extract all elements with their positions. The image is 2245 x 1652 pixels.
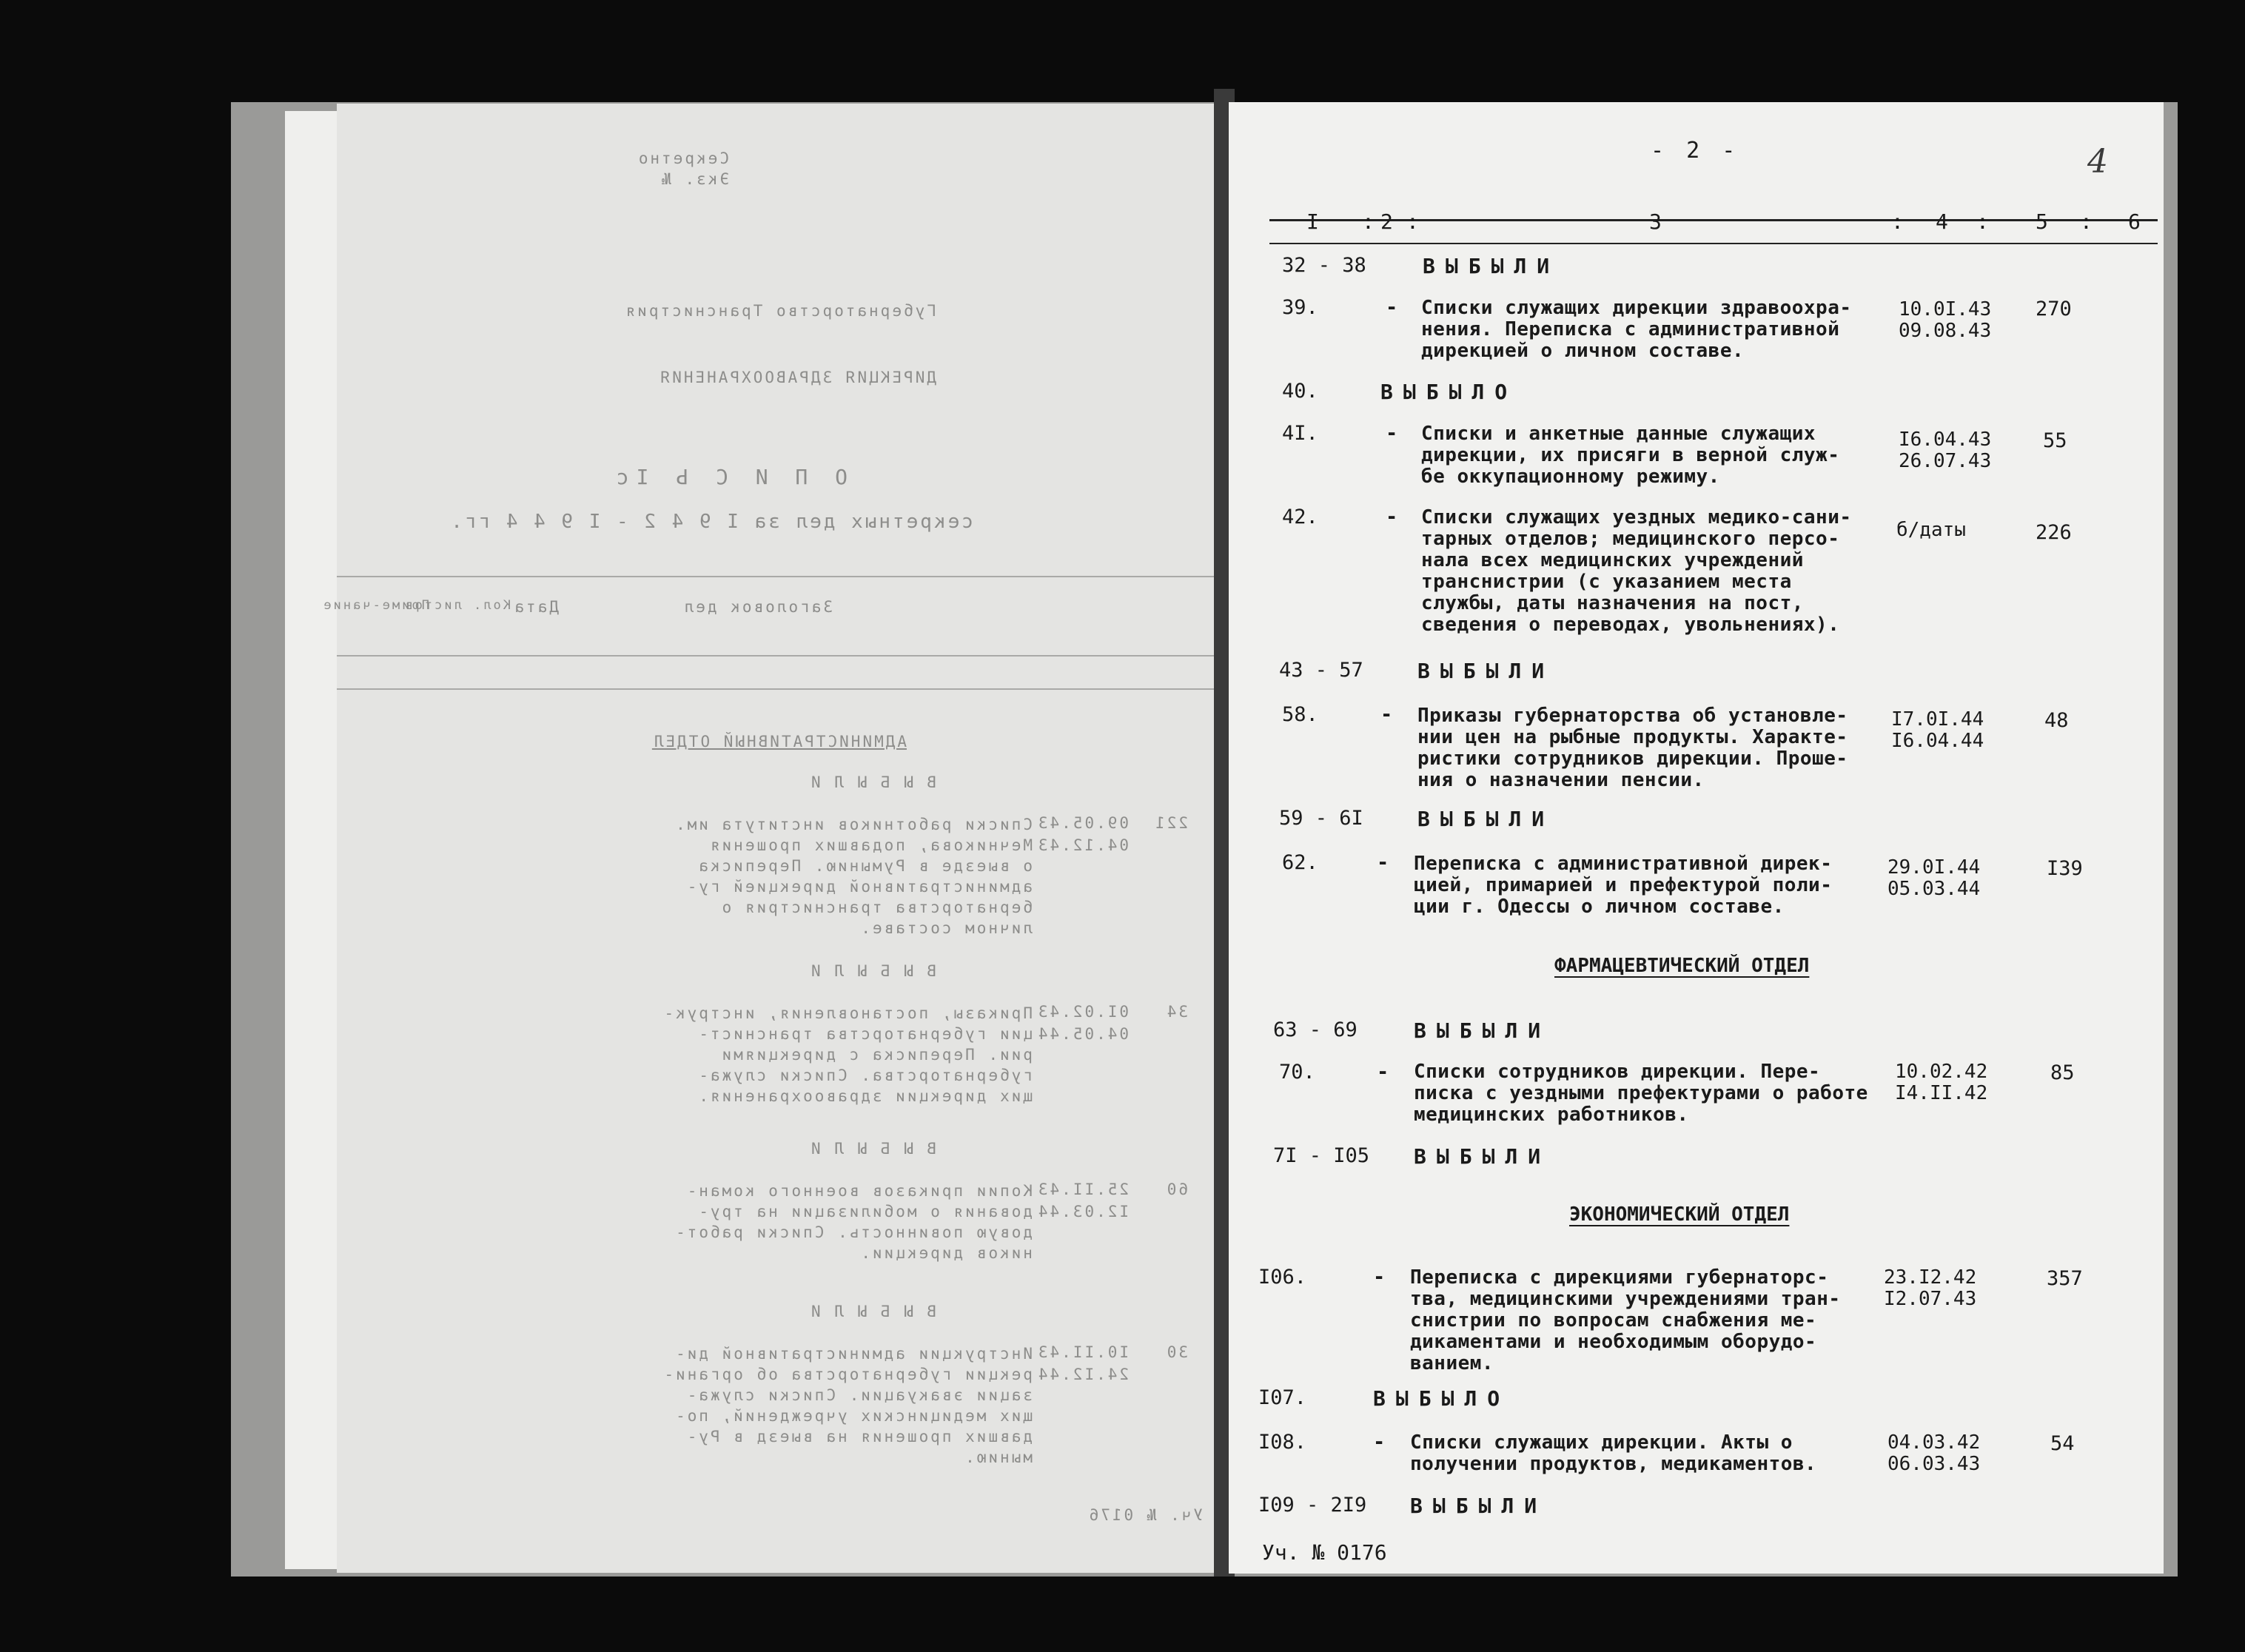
entry-number: 70.	[1279, 1061, 1315, 1084]
ghost-header-cell: Кол. листов	[403, 598, 511, 613]
entry-dash: -	[1380, 703, 1393, 726]
ghost-date: 25.II.43	[1036, 1181, 1129, 1198]
entry-sheets: 226	[2036, 521, 2072, 544]
column-separator: :	[2080, 209, 2094, 234]
ghost-sheets: 221	[1153, 814, 1188, 832]
entry-dash: -	[1373, 1266, 1386, 1289]
entry-number: I09 - 2I9	[1258, 1494, 1367, 1517]
column-separator: :	[1406, 209, 1420, 234]
entry-number: 4I.	[1282, 422, 1318, 445]
ghost-entry: Списки работников института им. Мечникова, подавших прошения о выезде в Румынию. Переписка административной дирекцией гу- бернаторства транснистрия о личном составе.	[674, 816, 1033, 937]
entry-number: 7I - I05	[1273, 1144, 1370, 1167]
section-heading-pharmaceutical: ФАРМАЦЕВТИЧЕСКИЙ ОТДЕЛ	[1554, 955, 1810, 977]
column-separator: :	[1362, 209, 1376, 234]
entry-number: I07.	[1258, 1386, 1307, 1409]
ghost-header-cell: Дата	[512, 598, 559, 616]
left-page-bleed-through	[321, 104, 1218, 1573]
entry-number: 63 - 69	[1273, 1018, 1358, 1041]
handwritten-folio: 4	[2087, 143, 2108, 181]
entry-sheets: 48	[2044, 709, 2069, 732]
ghost-entry: В Ы Б Ы Л И	[808, 962, 936, 980]
entry-number: I08.	[1258, 1431, 1307, 1454]
entry-sheets: I39	[2047, 857, 2083, 880]
entry-withdrawn: ВЫБЫЛО	[1380, 380, 1518, 404]
entry-withdrawn: ВЫБЫЛИ	[1417, 807, 1555, 831]
ghost-date: 04.12.43	[1036, 836, 1129, 854]
column-header: 5	[2036, 209, 2050, 234]
ghost-date: 09.05.43	[1036, 814, 1129, 832]
entry-withdrawn: ВЫБЫЛИ	[1410, 1494, 1548, 1518]
ghost-table-mid	[337, 655, 1218, 657]
entry-number: 43 - 57	[1279, 659, 1363, 682]
entry-number: 39.	[1282, 296, 1318, 319]
section-heading-economic: ЭКОНОМИЧЕСКИЙ ОТДЕЛ	[1569, 1203, 1790, 1226]
ghost-subtitle: секретных дел за I 9 4 2 - I 9 4 4 гг.	[449, 511, 973, 533]
column-header: 4	[1936, 209, 1950, 234]
entry-number: 58.	[1282, 703, 1318, 726]
ghost-directorate: ДИРЕКЦИЯ ЗДРАВООХРАНЕНИЯ	[658, 369, 936, 386]
entry-description: Переписка с дирекциями губернаторс- тва, медицинскими учреждениями тран- снистрии по вопросам снабжения ме- дикаментами и необходимым оборудо- ванием.	[1410, 1266, 1841, 1374]
entry-dash: -	[1377, 1061, 1389, 1084]
ghost-sheets: 30	[1164, 1343, 1188, 1361]
entry-withdrawn: ВЫБЫЛИ	[1414, 1144, 1551, 1169]
entry-withdrawn: ВЫБЫЛИ	[1417, 659, 1555, 683]
ghost-entry: Копии приказов военного коман- дования о мобилизации на тру- довую повинность. Списки работ- ников дирекции.	[674, 1182, 1033, 1262]
entry-sheets: 270	[2036, 298, 2072, 320]
ghost-entry: В Ы Б Ы Л И	[808, 1303, 936, 1320]
entry-description: Списки служащих дирекции здравоохра- нения. Переписка с административной дирекцией о личном составе.	[1421, 297, 1852, 362]
entry-description: Списки служащих уездных медико-сани- тарных отделов; медицинского персо- нала всех медицинских учреждений транснистрии (с указанием места службы, даты назначения на пост, сведения о переводах, увольнениях).	[1421, 506, 1852, 636]
entry-dates: 29.0I.44 05.03.44	[1887, 856, 1981, 900]
entry-sheets: 357	[2047, 1267, 2083, 1290]
ghost-table-bottom	[337, 688, 1218, 690]
column-header: 6	[2128, 209, 2142, 234]
entry-dates: 10.0I.43 09.08.43	[1899, 298, 1992, 342]
ghost-entry: В Ы Б Ы Л И	[808, 1140, 936, 1158]
entry-number: 40.	[1282, 380, 1318, 403]
entry-withdrawn: ВЫБЫЛИ	[1423, 254, 1560, 278]
entry-dates: 04.03.42 06.03.43	[1887, 1431, 1981, 1475]
page-number: - 2 -	[1651, 138, 1740, 164]
entry-description: Переписка с административной дирек- цией, примарией и префектурой поли- ции г. Одессы о личном составе.	[1414, 853, 1833, 918]
ghost-date: 0I.02.43	[1036, 1003, 1129, 1021]
column-separator: :	[1891, 209, 1905, 234]
entry-dash: -	[1386, 422, 1398, 445]
ghost-header-cell: Приме-чание	[321, 598, 429, 613]
entry-number: 32 - 38	[1282, 254, 1366, 277]
ghost-sheets: 60	[1164, 1181, 1188, 1198]
entry-description: Списки и анкетные данные служащих дирекции, их присяги в верной служ- бе оккупационному режиму.	[1421, 423, 1840, 488]
ghost-footer: Уч. № 0176	[1087, 1506, 1203, 1524]
ghost-entry: В Ы Б Ы Л И	[808, 773, 936, 791]
ghost-stamp: Секретно Экз. №	[636, 150, 729, 188]
ghost-org: Губернаторство Транснистрия	[623, 302, 936, 320]
right-page	[1229, 102, 2164, 1574]
entry-description: Приказы губернаторства об установле- нии цен на рыбные продукты. Характе- ристики сотрудников дирекции. Проше- ния о назначении пенсии.	[1417, 705, 1848, 791]
ghost-date: 24.I2.44	[1036, 1366, 1129, 1383]
entry-dates: 10.02.42 I4.II.42	[1895, 1061, 1988, 1104]
entry-sheets: 54	[2050, 1432, 2075, 1455]
entry-number: I06.	[1258, 1266, 1307, 1289]
entry-description: Списки сотрудников дирекции. Пере- писка с уездными префектурами о работе медицинских работников.	[1414, 1061, 1868, 1126]
ghost-date: I0.II.43	[1036, 1343, 1129, 1361]
entry-number: 42.	[1282, 506, 1318, 528]
column-header: I	[1306, 209, 1321, 234]
ghost-entry: Инструкции административной ди- рекции губернаторства об органи- зации эвакуации. Списки служа- щих медицинских учреждений, по- давших прошения на выезд в Ру- мынию.	[662, 1345, 1033, 1466]
table-header-rule-top	[1269, 219, 2158, 221]
ghost-table-top	[337, 576, 1218, 577]
column-separator: :	[1976, 209, 1990, 234]
ghost-date: I2.03.44	[1036, 1203, 1129, 1220]
entry-dates: I7.0I.44 I6.04.44	[1891, 708, 1984, 752]
entry-dates: б/даты	[1896, 519, 1966, 541]
entry-dates: 23.I2.42 I2.07.43	[1884, 1266, 1977, 1310]
ghost-date: 04.05.44	[1036, 1025, 1129, 1043]
entry-withdrawn: ВЫБЫЛО	[1373, 1386, 1511, 1411]
inventory-footer: Уч. № 0176	[1262, 1540, 1387, 1565]
ghost-header-cell: Заголовок дел	[682, 598, 833, 616]
table-header-rule-bottom	[1269, 243, 2158, 244]
entry-dash: -	[1377, 851, 1389, 874]
entry-withdrawn: ВЫБЫЛИ	[1414, 1018, 1551, 1043]
column-header: 3	[1649, 209, 1663, 234]
entry-dash: -	[1373, 1431, 1386, 1454]
column-header: 2	[1380, 209, 1395, 234]
ghost-sheets: 34	[1164, 1003, 1188, 1021]
entry-dash: -	[1386, 506, 1398, 528]
ghost-entry: Приказы, постановления, инструк- ции губернаторства транснист- рии. Переписка с дирекциями губернаторства. Списки служа- щих дирекции здравоохранения.	[662, 1004, 1033, 1105]
entry-description: Списки служащих дирекции. Акты о получении продуктов, медикаментов.	[1410, 1431, 1817, 1475]
entry-number: 62.	[1282, 851, 1318, 874]
entry-sheets: 55	[2043, 429, 2067, 452]
entry-dash: -	[1386, 296, 1398, 319]
ghost-section: АДМИНИСТРАТИВНЫЙ ОТДЕЛ	[651, 733, 907, 751]
ghost-title: О П И С Ь Iс	[608, 465, 848, 489]
entry-sheets: 85	[2050, 1061, 2075, 1084]
entry-number: 59 - 6I	[1279, 807, 1363, 830]
entry-dates: I6.04.43 26.07.43	[1899, 429, 1992, 472]
